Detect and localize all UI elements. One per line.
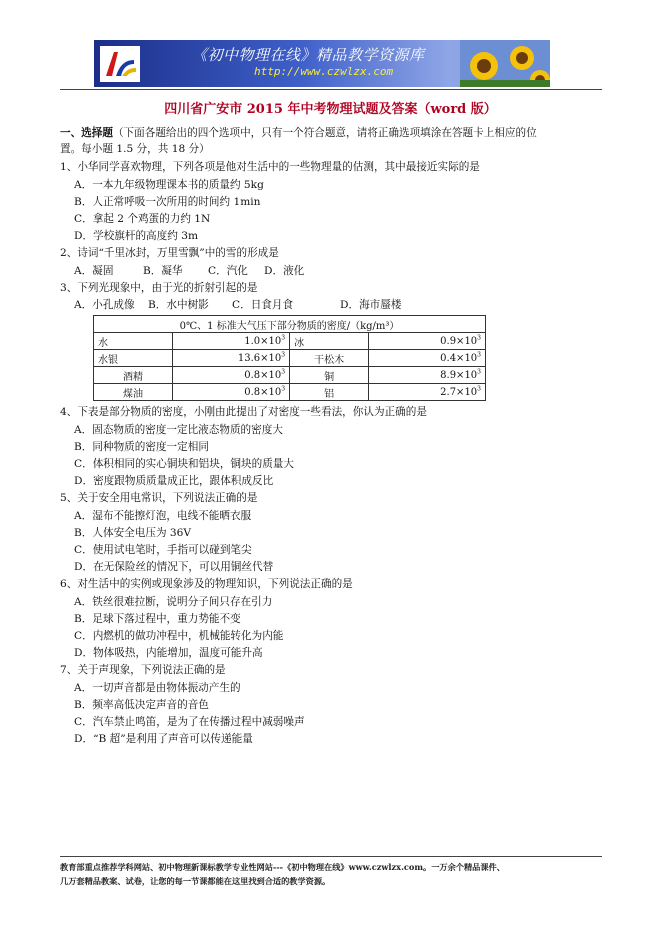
question-3-option-d: D．海市蜃楼 — [340, 299, 402, 311]
document-title: 四川省广安市 2015 年中考物理试题及答案（word 版） — [164, 102, 497, 117]
question-1-option-d: D．学校旗杆的高度约 3m — [74, 230, 198, 242]
table-cell: 水银 — [94, 350, 173, 367]
section-intro-line2: 置。每小题 1.5 分，共 18 分） — [60, 143, 210, 155]
banner-url[interactable]: http://www.czwlzx.com — [254, 65, 394, 78]
header-divider — [60, 89, 602, 90]
table-cell: $0.9\times 10^3$ — [369, 333, 486, 350]
table-cell: $0.8\times 10^3$ — [173, 367, 290, 384]
table-row — [94, 350, 486, 367]
table-cell: 铜 — [290, 367, 369, 384]
question-5-option-d: D．在无保险丝的情况下，可以用铜丝代替 — [74, 561, 274, 573]
table-caption: 0℃、1 标准大气压下部分物质的密度/（kg/m³） — [94, 316, 486, 333]
footer-note — [60, 860, 505, 888]
footer-line-1: 教育部重点推荐学科网站、初中物理新课标教学专业性网站---《初中物理在线》www.czwlzx.com。一万余个精品课件、 — [60, 862, 505, 872]
question-6-option-a: A．铁丝很难拉断，说明分子间只存在引力 — [74, 596, 273, 608]
section-label: 一、选择题 — [60, 127, 113, 139]
question-7-stem: 7、关于声现象，下列说法正确的是 — [60, 664, 226, 676]
header-banner — [94, 40, 550, 87]
question-3-stem: 3、下列光现象中，由于光的折射引起的是 — [60, 282, 258, 294]
question-5-stem: 5、关于安全用电常识，下列说法正确的是 — [60, 492, 258, 504]
question-2-option-a: A．凝固 — [74, 265, 114, 277]
question-3-option-a: A．小孔成像 — [74, 299, 135, 311]
table-cell: $0.4\times 10^3$ — [369, 350, 486, 367]
question-7-option-c: C．汽车禁止鸣笛，是为了在传播过程中减弱噪声 — [74, 716, 305, 728]
question-3-option-b: B．水中树影 — [148, 299, 209, 311]
question-7-option-a: A．一切声音都是由物体振动产生的 — [74, 682, 241, 694]
table-cell: $2.7\times 10^3$ — [369, 384, 486, 401]
question-4-option-a: A．固态物质的密度一定比液态物质的密度大 — [74, 424, 283, 436]
question-5-option-c: C．使用试电笔时，手指可以碰到笔尖 — [74, 544, 252, 556]
table-row — [94, 384, 486, 401]
table-cell: 酒精 — [94, 367, 173, 384]
table-cell: $13.6\times 10^3$ — [173, 350, 290, 367]
banner-title: 《初中物理在线》精品教学资源库 — [192, 46, 425, 64]
footer-line-2: 几万套精品教案、试卷，让您的每一节课都能在这里找到合适的教学资源。 — [60, 876, 331, 886]
table-cell: 煤油 — [94, 384, 173, 401]
question-5-option-a: A．湿布不能擦灯泡，电线不能晒衣服 — [74, 510, 252, 522]
question-1-option-b: B．人正常呼吸一次所用的时间约 1min — [74, 196, 261, 208]
question-4-option-b: B．同种物质的密度一定相同 — [74, 441, 209, 453]
question-6-option-b: B．足球下落过程中，重力势能不变 — [74, 613, 241, 625]
table-caption-row — [94, 316, 486, 333]
table-cell: $8.9\times 10^3$ — [369, 367, 486, 384]
section-intro: 一、选择题（下面各题给出的四个选项中，只有一个符合题意，请将正确选项填涂在答题卡上相应的位 — [60, 127, 537, 139]
question-4-option-d: D．密度跟物质质量成正比，跟体积成反比 — [74, 475, 274, 487]
site-logo-icon — [100, 46, 140, 82]
question-1-option-c: C．拿起 2 个鸡蛋的力约 1N — [74, 213, 211, 225]
table-cell: $1.0\times 10^3$ — [173, 333, 290, 350]
question-1-option-a: A．一本九年级物理课本书的质量约 5kg — [74, 179, 264, 191]
question-2-option-c: C．汽化 — [208, 265, 248, 277]
table-cell: $0.8\times 10^3$ — [173, 384, 290, 401]
table-cell: 干松木 — [290, 350, 369, 367]
question-4-option-c: C．体积相同的实心铜块和铝块，铜块的质量大 — [74, 458, 294, 470]
sunflower-decoration-icon — [460, 40, 550, 87]
question-6-stem: 6、对生活中的实例或现象涉及的物理知识，下列说法正确的是 — [60, 578, 353, 590]
question-2-stem: 2、诗词“千里冰封，万里雪飘”中的雪的形成是 — [60, 247, 279, 259]
question-6-option-c: C．内燃机的做功冲程中，机械能转化为内能 — [74, 630, 284, 642]
question-1-stem: 1、小华同学喜欢物理，下列各项是他对生活中的一些物理量的估测，其中最接近实际的是 — [60, 161, 480, 173]
table-cell: 铝 — [290, 384, 369, 401]
footer-divider — [60, 856, 602, 857]
question-3-option-c: C．日食月食 — [232, 299, 294, 311]
table-cell: 水 — [94, 333, 173, 350]
question-5-option-b: B．人体安全电压为 36V — [74, 527, 192, 539]
question-2-option-b: B．凝华 — [143, 265, 183, 277]
question-2-option-d: D．液化 — [264, 265, 305, 277]
question-7-option-b: B．频率高低决定声音的音色 — [74, 699, 209, 711]
question-7-option-d: D．“B 超”是利用了声音可以传递能量 — [74, 733, 253, 745]
table-row — [94, 367, 486, 384]
density-table — [93, 315, 486, 401]
question-6-option-d: D．物体吸热，内能增加，温度可能升高 — [74, 647, 263, 659]
table-cell: 冰 — [290, 333, 369, 350]
table-row — [94, 333, 486, 350]
question-4-stem: 4、下表是部分物质的密度，小刚由此提出了对密度一些看法，你认为正确的是 — [60, 406, 427, 418]
